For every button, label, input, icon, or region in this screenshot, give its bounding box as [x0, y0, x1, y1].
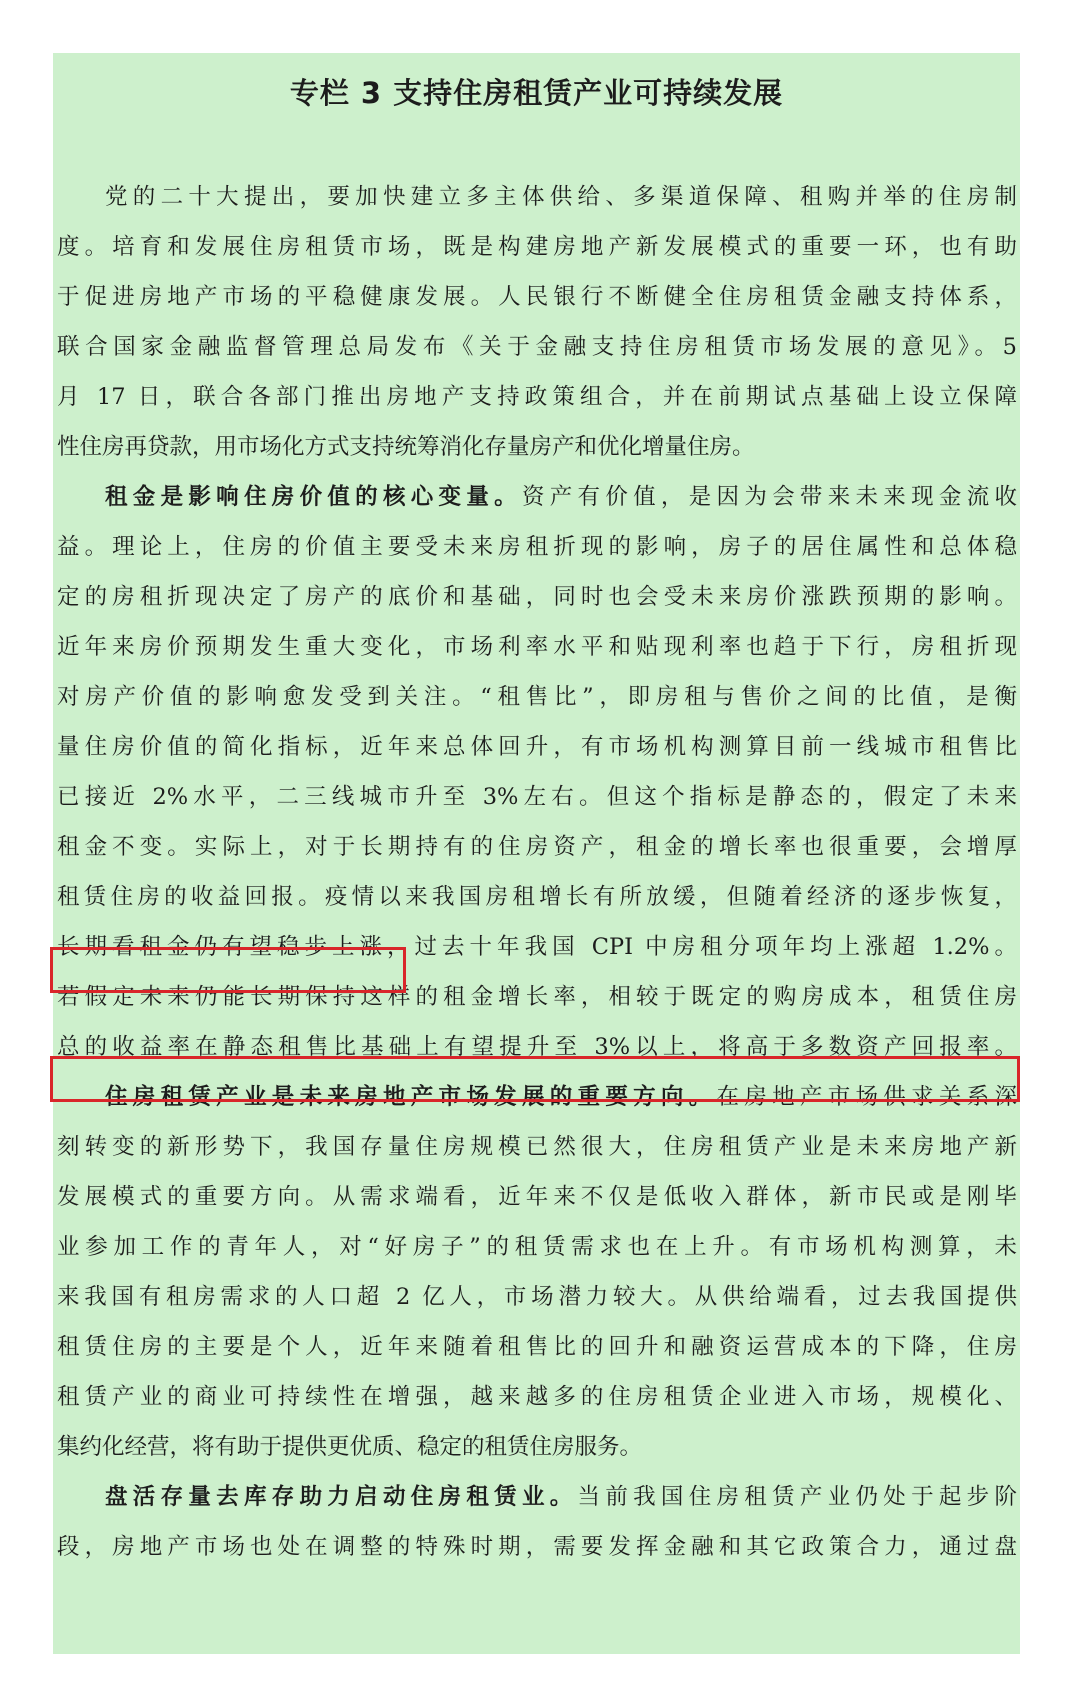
p2-line-6: 量住房价值的简化指标，近年来总体回升，有市场机构测算目前一线城市租售比: [57, 734, 1017, 760]
p2-line-1-rest: 资产有价值，是因为会带来未来现金流收: [521, 484, 1017, 510]
p3-line-7: 租赁产业的商业可持续性在增强，越来越多的住房租赁企业进入市场，规模化、: [57, 1384, 1017, 1410]
p3-line-6: 租赁住房的主要是个人，近年来随着租售比的回升和融资运营成本的下降，住房: [57, 1334, 1017, 1360]
p3-line-3: 发展模式的重要方向。从需求端看，近年来不仅是低收入群体，新市民或是刚毕: [57, 1184, 1017, 1210]
p3-lead: 住房租赁产业是未来房地产市场发展的重要方向。: [105, 1084, 717, 1110]
p2-line-2: 益。理论上，住房的价值主要受未来房租折现的影响，房子的居住属性和总体稳: [57, 534, 1017, 560]
p3-line-8: 集约化经营，将有助于提供更优质、稳定的租赁住房服务。: [57, 1434, 643, 1460]
p2-lead: 租金是影响住房价值的核心变量。: [105, 484, 522, 510]
p2-line-3: 定的房租折现决定了房产的底价和基础，同时也会受未来房价涨跌预期的影响。: [57, 584, 1017, 610]
highlight-box-return-rate: [50, 1056, 1020, 1102]
p1-line-5: 月 17 日，联合各部门推出房地产支持政策组合，并在前期试点基础上设立保障: [57, 384, 1017, 410]
column-panel: [53, 53, 1020, 1654]
p2-line-11: 若假定未来仍能长期保持这样的租金增长率，相较于既定的购房成本，租赁住房: [57, 984, 1017, 1010]
column-title: 专栏 3 支持住房租赁产业可持续发展: [289, 76, 784, 110]
p1-line-4: 联合国家金融监督管理总局发布《关于金融支持住房租赁市场发展的意见》。5: [57, 334, 1017, 360]
p3-line-5: 来我国有租房需求的人口超 2 亿人，市场潜力较大。从供给端看，过去我国提供: [57, 1284, 1017, 1310]
p2-line-8: 租金不变。实际上，对于长期持有的住房资产，租金的增长率也很重要，会增厚: [57, 834, 1017, 860]
p2-line-9: 租赁住房的收益回报。疫情以来我国房租增长有所放缓，但随着经济的逐步恢复，: [57, 884, 1017, 910]
p2-line-12: 总的收益率在静态租售比基础上有望提升至 3%以上，将高于多数资产回报率。: [57, 1034, 1017, 1060]
p2-line-4: 近年来房价预期发生重大变化，市场利率水平和贴现利率也趋于下行，房租折现: [57, 634, 1017, 660]
p1-line-6: 性住房再贷款，用市场化方式支持统筹消化存量房产和优化增量住房。: [57, 434, 755, 460]
p4-line-1-rest: 当前我国住房租赁产业仍处于起步阶: [577, 1484, 1017, 1510]
p2-line-1: [105, 480, 1017, 514]
p3-line-4: 业参加工作的青年人，对“好房子”的租赁需求也在上升。有市场机构测算，未: [57, 1234, 1017, 1260]
p3-line-2: 刻转变的新形势下，我国存量住房规模已然很大，住房租赁产业是未来房地产新: [57, 1134, 1017, 1160]
highlight-box-rent-rise: [50, 947, 406, 993]
p2-line-7: 已接近 2%水平，二三线城市升至 3%左右。但这个指标是静态的，假定了未来: [57, 784, 1017, 810]
p3-line-1-rest: 在房地产市场供求关系深: [716, 1084, 1017, 1110]
p4-lead: 盘活存量去库存助力启动住房租赁业。: [105, 1484, 578, 1510]
p4-line-2: 段，房地产市场也处在调整的特殊时期，需要发挥金融和其它政策合力，通过盘: [57, 1534, 1017, 1560]
p4-line-1: [105, 1480, 1017, 1514]
p1-line-2: 度。培育和发展住房租赁市场，既是构建房地产新发展模式的重要一环，也有助: [57, 234, 1017, 260]
p2-line-10: 长期看租金仍有望稳步上涨，过去十年我国 CPI 中房租分项年均上涨超 1.2%。: [57, 934, 1017, 960]
p1-line-1: 党的二十大提出，要加快建立多主体供给、多渠道保障、租购并举的住房制: [105, 184, 1017, 210]
p1-line-3: 于促进房地产市场的平稳健康发展。人民银行不断健全住房租赁金融支持体系，: [57, 284, 1017, 310]
p2-line-5: 对房产价值的影响愈发受到关注。“租售比”，即房租与售价之间的比值，是衡: [57, 684, 1017, 710]
